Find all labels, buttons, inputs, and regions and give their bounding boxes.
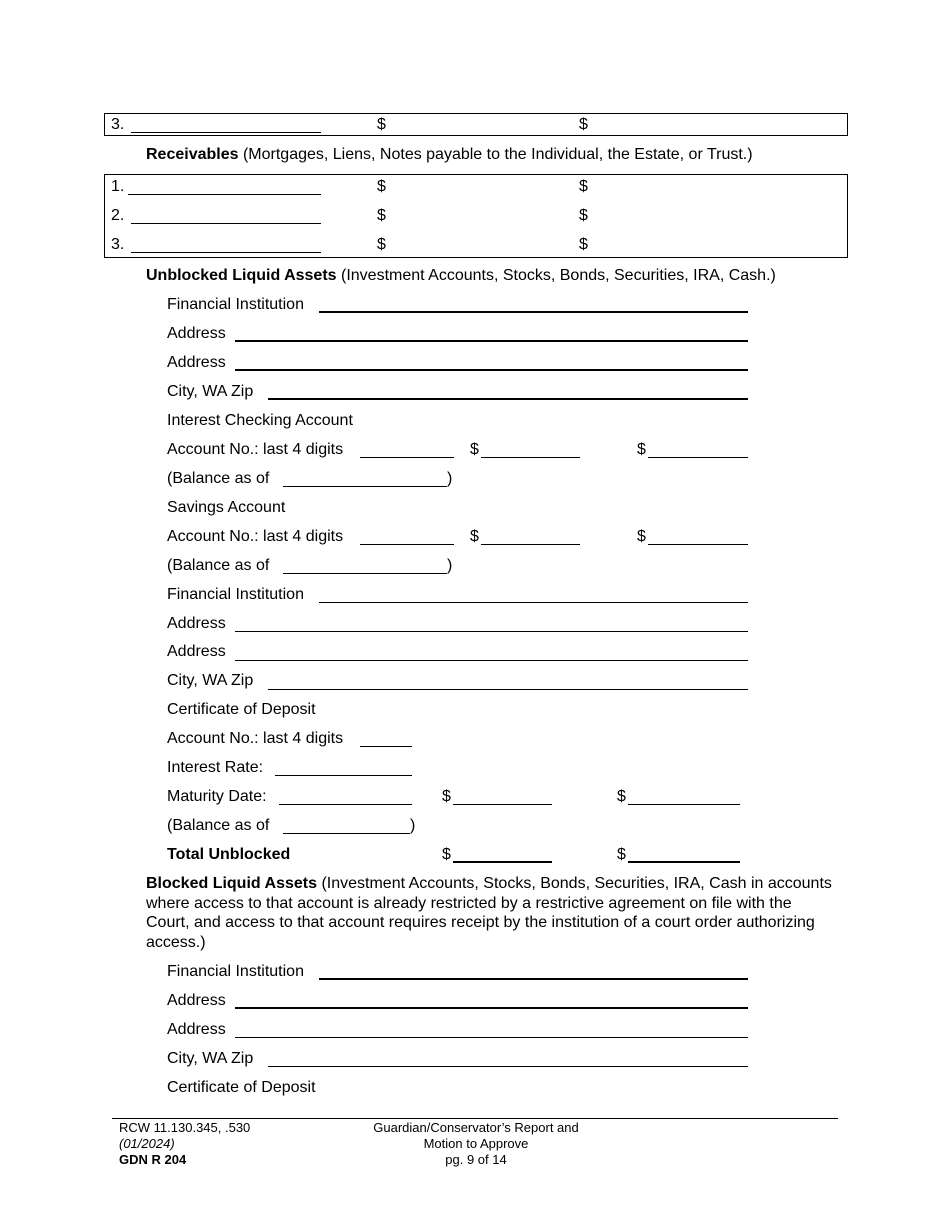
footer-page-number: pg. 9 of 14 xyxy=(445,1152,507,1167)
dollar-sign: $ xyxy=(617,846,626,863)
account-number-label: Account No.: last 4 digits xyxy=(167,730,344,747)
amount-field[interactable] xyxy=(648,544,748,545)
certificate-of-deposit-label: Certificate of Deposit xyxy=(167,1079,316,1096)
address-field[interactable] xyxy=(235,660,748,661)
receivable-description-field[interactable] xyxy=(131,252,321,253)
blocked-title: Blocked Liquid Assets xyxy=(146,875,317,892)
address-field[interactable] xyxy=(235,631,748,632)
row-number: 3. xyxy=(111,116,125,133)
balance-date-field[interactable] xyxy=(283,573,447,574)
maturity-date-field[interactable] xyxy=(279,804,412,805)
footer-divider xyxy=(112,1118,838,1119)
city-zip-field[interactable] xyxy=(268,689,748,690)
balance-date-field[interactable] xyxy=(283,833,410,834)
receivables-heading xyxy=(146,145,753,164)
account-number-field[interactable] xyxy=(360,746,412,747)
address-field[interactable] xyxy=(235,369,748,371)
financial-institution-label: Financial Institution xyxy=(167,296,304,313)
receivables-box xyxy=(104,174,848,258)
certificate-of-deposit-label: Certificate of Deposit xyxy=(167,701,316,718)
dollar-sign: $ xyxy=(377,116,386,133)
row-number: 2. xyxy=(111,207,125,224)
dollar-sign: $ xyxy=(637,441,646,458)
dollar-sign: $ xyxy=(377,236,386,253)
balance-date-field[interactable] xyxy=(283,486,447,487)
city-zip-label: City, WA Zip xyxy=(167,672,254,689)
account-number-field[interactable] xyxy=(360,457,454,458)
address-label: Address xyxy=(167,1021,226,1038)
account-number-field[interactable] xyxy=(360,544,454,545)
balance-close-paren: ) xyxy=(410,817,416,834)
balance-close-paren: ) xyxy=(447,557,453,574)
dollar-sign: $ xyxy=(377,178,386,195)
footer-title-line2: Motion to Approve xyxy=(423,1136,529,1151)
city-zip-label: City, WA Zip xyxy=(167,1050,254,1067)
footer-rcw: RCW 11.130.345, .530 xyxy=(119,1120,251,1135)
financial-institution-field[interactable] xyxy=(319,602,748,603)
receivables-description: (Mortgages, Liens, Notes payable to the Individual, the Estate, or Trust.) xyxy=(238,146,753,163)
balance-as-of-label: (Balance as of xyxy=(167,557,270,574)
dollar-sign: $ xyxy=(579,116,588,133)
address-label: Address xyxy=(167,354,226,371)
balance-as-of-label: (Balance as of xyxy=(167,470,270,487)
interest-rate-label: Interest Rate: xyxy=(167,759,264,776)
row-number: 3. xyxy=(111,236,125,253)
footer-date: (01/2024) xyxy=(119,1136,175,1151)
receivable-description-field[interactable] xyxy=(131,223,321,224)
dollar-sign: $ xyxy=(617,788,626,805)
unblocked-heading xyxy=(146,266,776,285)
row-number: 1. xyxy=(111,178,125,195)
address-label: Address xyxy=(167,643,226,660)
city-zip-field[interactable] xyxy=(268,1066,748,1067)
receivable-description-field[interactable] xyxy=(128,194,321,195)
description-field[interactable] xyxy=(131,132,321,133)
savings-account-label: Savings Account xyxy=(167,499,286,516)
balance-as-of-label: (Balance as of xyxy=(167,817,270,834)
address-field[interactable] xyxy=(235,1037,748,1038)
financial-institution-field[interactable] xyxy=(319,978,748,980)
dollar-sign: $ xyxy=(442,788,451,805)
financial-institution-label: Financial Institution xyxy=(167,586,304,603)
address-label: Address xyxy=(167,325,226,342)
address-field[interactable] xyxy=(235,1007,748,1009)
amount-field[interactable] xyxy=(453,804,552,805)
dollar-sign: $ xyxy=(579,207,588,224)
dollar-sign: $ xyxy=(377,207,386,224)
blocked-description: (Investment Accounts, Stocks, Bonds, Securities, IRA, Cash in accounts where access to that account is already restricted by a restrictive agreement on file with the Court, and access to that account requires receipt by the institution of a court order authorizing access.) xyxy=(146,875,832,951)
unblocked-description: (Investment Accounts, Stocks, Bonds, Securities, IRA, Cash.) xyxy=(336,267,776,284)
total-unblocked-label: Total Unblocked xyxy=(167,846,291,863)
dollar-sign: $ xyxy=(579,236,588,253)
footer-title-line1: Guardian/Conservator’s Report and xyxy=(373,1120,579,1135)
unblocked-title: Unblocked Liquid Assets xyxy=(146,267,337,284)
address-label: Address xyxy=(167,992,226,1009)
maturity-date-label: Maturity Date: xyxy=(167,788,267,805)
blocked-heading xyxy=(146,874,836,952)
interest-checking-label: Interest Checking Account xyxy=(167,412,353,429)
total-amount-field[interactable] xyxy=(628,861,740,863)
amount-field[interactable] xyxy=(481,457,580,458)
dollar-sign: $ xyxy=(579,178,588,195)
account-number-label: Account No.: last 4 digits xyxy=(167,528,344,545)
dollar-sign: $ xyxy=(442,846,451,863)
receivables-title: Receivables xyxy=(146,146,239,163)
financial-institution-label: Financial Institution xyxy=(167,963,304,980)
footer-form-number: GDN R 204 xyxy=(119,1152,187,1167)
dollar-sign: $ xyxy=(470,528,479,545)
amount-field[interactable] xyxy=(648,457,748,458)
city-zip-label: City, WA Zip xyxy=(167,383,254,400)
account-number-label: Account No.: last 4 digits xyxy=(167,441,344,458)
city-zip-field[interactable] xyxy=(268,398,748,400)
financial-institution-field[interactable] xyxy=(319,311,748,313)
interest-rate-field[interactable] xyxy=(275,775,412,776)
amount-field[interactable] xyxy=(481,544,580,545)
total-amount-field[interactable] xyxy=(453,861,552,863)
balance-close-paren: ) xyxy=(447,470,453,487)
dollar-sign: $ xyxy=(470,441,479,458)
address-label: Address xyxy=(167,615,226,632)
dollar-sign: $ xyxy=(637,528,646,545)
amount-field[interactable] xyxy=(628,804,740,805)
address-field[interactable] xyxy=(235,340,748,342)
